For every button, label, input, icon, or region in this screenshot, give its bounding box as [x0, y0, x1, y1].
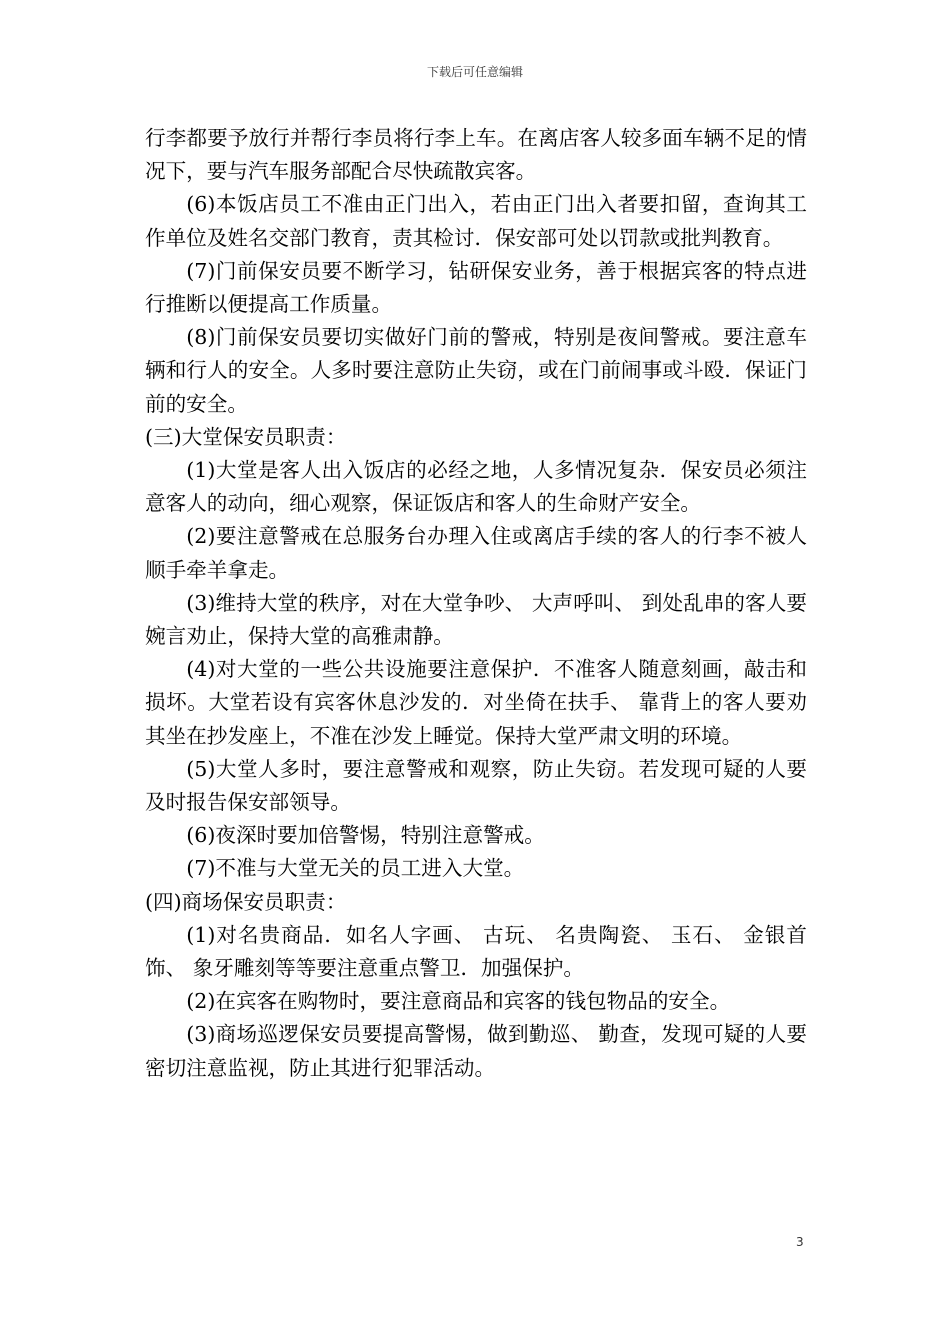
paragraph-lobby-item-7: (7)不准与大堂无关的员工进入大堂。 [186, 856, 525, 881]
paragraph-item-6: (6)本饭店员工不准由正门出入，若由正门出入者要扣留，查询其工作单位及姓名交部门教育，责其检讨．保安部可处以罚款或批判教育。 [145, 192, 807, 250]
paragraph-mall-item-2: (2)在宾客在购物时，要注意商品和宾客的钱包物品的安全。 [186, 989, 731, 1014]
page-number: 3 [796, 1235, 804, 1249]
paragraph-mall-item-3: (3)商场巡逻保安员要提高警惕，做到勤巡、 勤查，发现可疑的人要密切注意监视，防止其进行犯罪活动。 [145, 1022, 807, 1080]
paragraph-item-8: (8)门前保安员要切实做好门前的警戒，特别是夜间警戒。要注意车辆和行人的安全。人多时要注意防止失窃，或在门前闹事或斗殴．保证门前的安全。 [145, 325, 807, 416]
paragraph-lobby-item-3: (3)维持大堂的秩序，对在大堂争吵、 大声呼叫、 到处乱串的客人要婉言劝止，保持大堂的高雅肃静。 [145, 590, 807, 649]
page-header-note: 下载后可任意编辑 [426, 65, 523, 79]
paragraph-lobby-item-4: (4)对大堂的一些公共设施要注意保护．不准客人随意刻画，敲击和损坏。大堂若设有宾客休息沙发的．对坐倚在扶手、 靠背上的客人要劝其坐在抄发座上，不准在沙发上睡觉。保持大堂严肃文明的环境。 [145, 657, 807, 748]
paragraph-mall-item-1: (1)对名贵商品．如名人字画、 古玩、 名贵陶瓷、 玉石、 金银首饰、 象牙雕刻等等要注意重点警卫．加强保护。 [145, 922, 807, 981]
paragraph-lobby-item-5: (5)大堂人多时，要注意警戒和观察，防止失窃。若发现可疑的人要及时报告保安部领导。 [145, 756, 807, 815]
section-heading-lobby-guard: (三)大堂保安员职责： [145, 424, 347, 449]
paragraph-lobby-item-6: (6)夜深时要加倍警惕，特别注意警戒。 [186, 823, 545, 848]
paragraph-lobby-item-2: (2)要注意警戒在总服务台办理入住或离店手续的客人的行李不被人顺手牵羊拿走。 [145, 524, 807, 582]
paragraph-lobby-item-1: (1)大堂是客人出入饭店的必经之地，人多情况复杂．保安员必须注意客人的动向，细心观察，保证饭店和客人的生命财产安全。 [145, 458, 807, 516]
paragraph-item-7: (7)门前保安员要不断学习，钻研保安业务，善于根据宾客的特点进行推断以便提高工作质量。 [145, 258, 807, 317]
paragraph-continuation: 行李都要予放行并帮行李员将行李上车。在离店客人较多面车辆不足的情况下，要与汽车服务部配合尽快疏散宾客。 [145, 126, 807, 184]
document-body [145, 122, 807, 1085]
section-heading-mall-guard: (四)商场保安员职责： [145, 889, 347, 914]
